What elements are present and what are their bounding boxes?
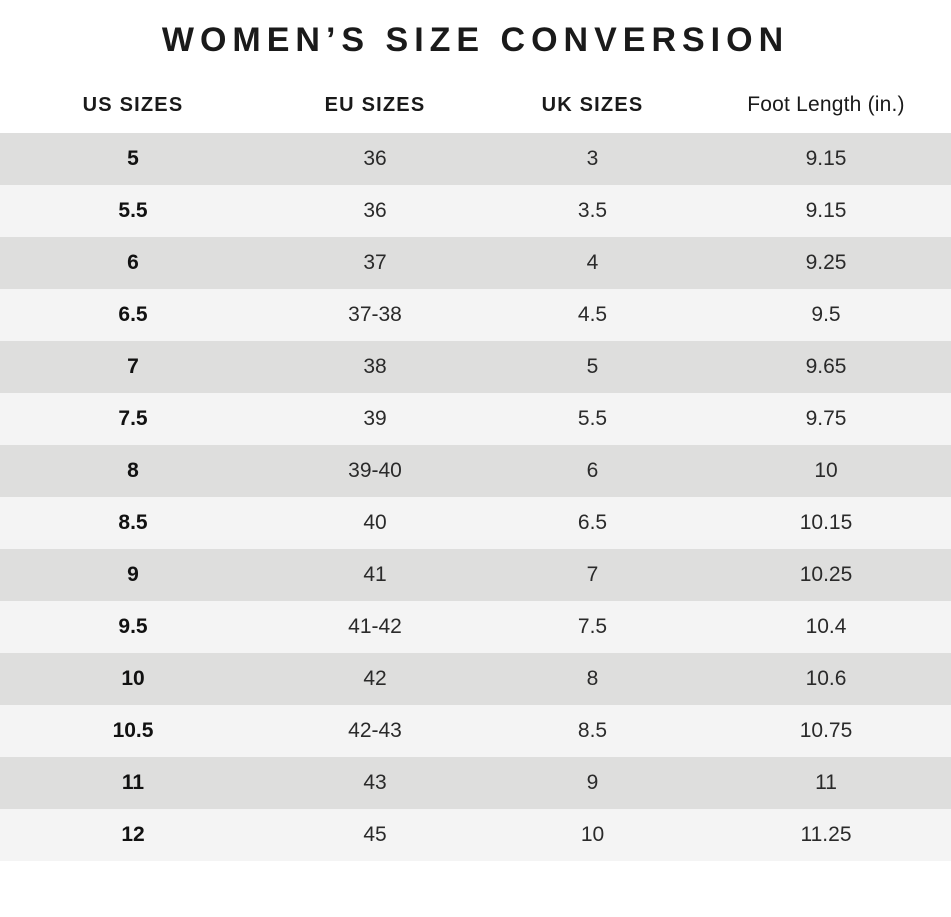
table-row [0, 445, 951, 497]
table-header-row [0, 79, 951, 133]
cell-us-size: 12 [0, 809, 266, 861]
cell-eu-size: 38 [266, 341, 484, 393]
cell-uk-size: 10 [484, 809, 701, 861]
cell-uk-size: 7.5 [484, 601, 701, 653]
cell-eu-size: 43 [266, 757, 484, 809]
cell-eu-size: 36 [266, 185, 484, 237]
cell-uk-size: 6.5 [484, 497, 701, 549]
cell-eu-size: 36 [266, 133, 484, 185]
cell-us-size: 5.5 [0, 185, 266, 237]
cell-eu-size: 42 [266, 653, 484, 705]
cell-uk-size: 8 [484, 653, 701, 705]
table-row [0, 237, 951, 289]
cell-eu-size: 42-43 [266, 705, 484, 757]
table-header [0, 79, 951, 133]
cell-uk-size: 9 [484, 757, 701, 809]
cell-us-size: 8 [0, 445, 266, 497]
cell-foot-length: 9.5 [701, 289, 951, 341]
cell-uk-size: 3.5 [484, 185, 701, 237]
column-header-eu-sizes: EU SIZES [266, 79, 484, 133]
cell-foot-length: 10 [701, 445, 951, 497]
table-row [0, 809, 951, 861]
cell-foot-length: 10.15 [701, 497, 951, 549]
cell-eu-size: 37-38 [266, 289, 484, 341]
cell-foot-length: 9.25 [701, 237, 951, 289]
cell-eu-size: 39 [266, 393, 484, 445]
cell-uk-size: 7 [484, 549, 701, 601]
table-row [0, 393, 951, 445]
cell-eu-size: 39-40 [266, 445, 484, 497]
cell-eu-size: 41 [266, 549, 484, 601]
cell-us-size: 8.5 [0, 497, 266, 549]
cell-eu-size: 40 [266, 497, 484, 549]
table-row [0, 497, 951, 549]
cell-us-size: 10 [0, 653, 266, 705]
cell-uk-size: 5.5 [484, 393, 701, 445]
cell-us-size: 6.5 [0, 289, 266, 341]
table-row [0, 341, 951, 393]
table-row [0, 601, 951, 653]
size-conversion-table [0, 79, 951, 861]
cell-foot-length: 10.25 [701, 549, 951, 601]
column-header-foot-length: Foot Length (in.) [701, 79, 951, 133]
cell-us-size: 6 [0, 237, 266, 289]
cell-foot-length: 11.25 [701, 809, 951, 861]
cell-uk-size: 4 [484, 237, 701, 289]
table-row [0, 653, 951, 705]
table-row [0, 549, 951, 601]
cell-eu-size: 45 [266, 809, 484, 861]
cell-foot-length: 10.75 [701, 705, 951, 757]
table-body [0, 133, 951, 861]
cell-foot-length: 9.65 [701, 341, 951, 393]
cell-us-size: 9.5 [0, 601, 266, 653]
cell-foot-length: 9.15 [701, 185, 951, 237]
cell-us-size: 9 [0, 549, 266, 601]
table-row [0, 289, 951, 341]
cell-foot-length: 9.75 [701, 393, 951, 445]
table-row [0, 705, 951, 757]
cell-us-size: 11 [0, 757, 266, 809]
column-header-uk-sizes: UK SIZES [484, 79, 701, 133]
cell-uk-size: 3 [484, 133, 701, 185]
cell-uk-size: 5 [484, 341, 701, 393]
cell-foot-length: 9.15 [701, 133, 951, 185]
cell-us-size: 10.5 [0, 705, 266, 757]
table-row [0, 133, 951, 185]
cell-uk-size: 8.5 [484, 705, 701, 757]
cell-foot-length: 10.4 [701, 601, 951, 653]
cell-foot-length: 10.6 [701, 653, 951, 705]
cell-us-size: 5 [0, 133, 266, 185]
cell-foot-length: 11 [701, 757, 951, 809]
cell-eu-size: 41-42 [266, 601, 484, 653]
cell-eu-size: 37 [266, 237, 484, 289]
cell-us-size: 7.5 [0, 393, 266, 445]
cell-uk-size: 6 [484, 445, 701, 497]
page-title: WOMEN’S SIZE CONVERSION [161, 21, 790, 59]
table-row [0, 757, 951, 809]
cell-uk-size: 4.5 [484, 289, 701, 341]
table-row [0, 185, 951, 237]
cell-us-size: 7 [0, 341, 266, 393]
column-header-us-sizes: US SIZES [0, 79, 266, 133]
